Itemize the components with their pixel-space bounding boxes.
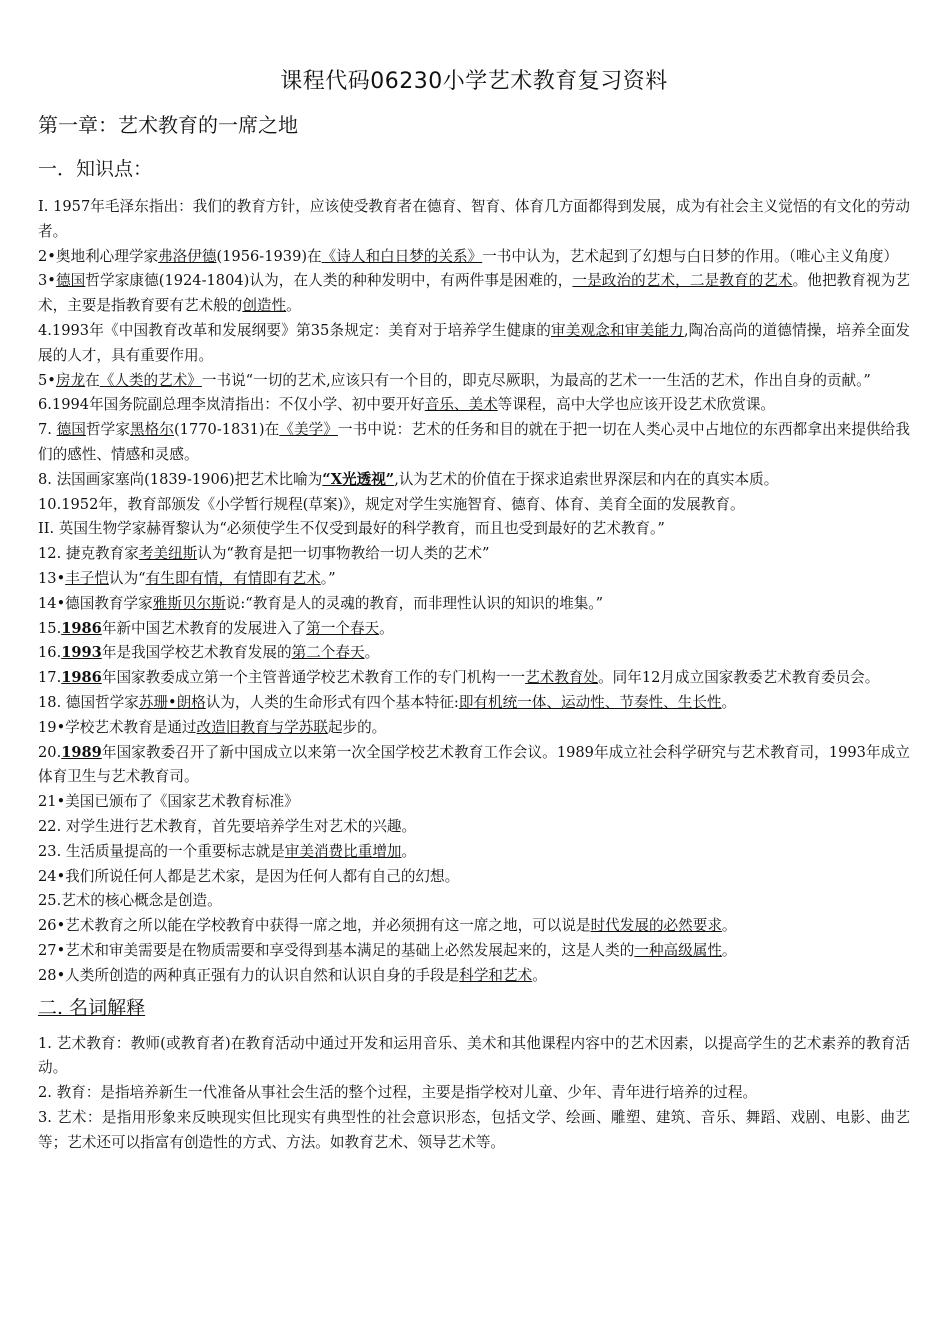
knowledge-item	[38, 517, 910, 542]
underlined-text: 黑格尔	[129, 421, 174, 439]
knowledge-item	[38, 815, 910, 840]
item-text: 认为“	[108, 569, 146, 587]
item-text: 在	[85, 371, 100, 389]
item-text: 。	[721, 941, 737, 959]
item-text: 。他把教育视为艺术，主要是指教育要有艺术般的	[38, 272, 910, 315]
item-text: 27•艺术和审美需要是在物质需要和享受得到基本满足的基础上必然发展起来的，这是人类的	[38, 941, 635, 959]
item-text: 26•艺术教育之所以能在学校教育中获得一席之地，并必须拥有这一席之地，可以说是	[38, 917, 591, 935]
item-text: 。”	[320, 569, 336, 587]
section-heading-knowledge: 一．知识点：	[38, 158, 153, 180]
knowledge-item	[38, 418, 910, 468]
knowledge-item	[38, 914, 910, 939]
knowledge-item	[38, 592, 910, 617]
underlined-text: 一是政治的艺术，二是教育的艺术	[572, 272, 793, 290]
item-text: 23. 生活质量提高的一个重要标志就是	[38, 842, 285, 860]
underlined-text: 1989	[61, 743, 102, 761]
item-text: ,陶冶高尚的道德情操，培养全面发展的人才，具有重要作用。	[38, 321, 911, 364]
item-text: 15.	[38, 619, 62, 637]
underlined-text: 有生即有情，有情即有艺术	[145, 569, 321, 587]
item-text: 28•人类所创造的两种真正强有力的认识自然和认识自身的手段是	[38, 966, 460, 984]
item-text: 3•	[38, 272, 56, 290]
underlined-text: 第一个春天	[306, 619, 380, 637]
underlined-text: 1986	[61, 619, 102, 637]
item-text: 年新中国艺术教育的发展进入了	[101, 619, 307, 637]
item-text: 说:“教育是人的灵魂的教育，而非理性认识的知识的堆集。”	[225, 594, 604, 612]
item-text: 21•美国已颁布了《国家艺术教育标准》	[38, 793, 299, 811]
underlined-text: 房龙	[55, 371, 86, 389]
knowledge-item	[38, 741, 910, 791]
underlined-text: 雅斯贝尔斯	[152, 594, 226, 612]
knowledge-item	[38, 269, 910, 319]
underlined-text: 创造性	[242, 297, 287, 315]
knowledge-item	[38, 716, 910, 741]
item-text: 7.	[38, 421, 57, 439]
knowledge-item	[38, 468, 910, 493]
item-text: ,认为艺术的价值在于探求追索世界深层和内在的真实本质。	[394, 470, 779, 488]
item-text: 起步的。	[327, 718, 387, 736]
knowledge-item	[38, 939, 910, 964]
knowledge-item	[38, 195, 910, 245]
item-text: 25.艺术的核心概念是创造。	[38, 892, 222, 910]
item-text: 20.	[38, 743, 62, 761]
item-text: (1770-1831)在	[173, 421, 280, 439]
item-text: 13•	[38, 569, 66, 587]
section-heading-terms: 二. 名词解释	[38, 996, 146, 1019]
item-text: 24•我们所说任何人都是艺术家，是因为任何人都有自己的幻想。	[38, 867, 460, 885]
term-definition: 1. 艺术教育：教师(或教育者)在教育活动中通过开发和运用音乐、美术和其他课程内容中的艺术因素，以提高学生的艺术素养的教育活动。	[38, 1034, 910, 1077]
item-text: 10.1952年，教育部颁发《小学暂行规程(草案)》，规定对学生实施智育、德育、体育、美育全面的发展教育。	[38, 495, 745, 513]
underlined-text: 弗洛伊德	[158, 247, 217, 265]
underlined-text: 审美消费比重增加	[284, 842, 402, 860]
item-text: 17.	[38, 669, 62, 687]
item-text: 2•奥地利心理学家	[38, 247, 159, 265]
knowledge-item	[38, 245, 910, 270]
item-text: 年国家教委成立第一个主管普通学校艺术教育工作的专门机构一一	[101, 669, 526, 687]
knowledge-item	[38, 691, 910, 716]
knowledge-item	[38, 319, 910, 369]
underlined-text: 德国	[55, 272, 86, 290]
underlined-text: 德国	[56, 421, 86, 439]
underlined-text: 《美学》	[279, 421, 338, 439]
knowledge-item	[38, 393, 910, 418]
term-definition: 3. 艺术：是指用形象来反映现实但比现实有典型性的社会意识形态，包括文学、绘画、雕塑、建筑、音乐、舞蹈、戏剧、电影、曲艺等；艺术还可以指富有创造性的方式、方法。如教育艺术、领导艺术等。	[38, 1108, 910, 1151]
item-text: 一书中认为，艺术起到了幻想与白日梦的作用。（唯心主义角度）	[482, 247, 899, 265]
item-text: 认为“教育是把一切事物教给一切人类的艺术”	[197, 545, 490, 563]
item-text: 年国家教委召开了新中国成立以来第一次全国学校艺术教育工作会议。1989年成立社会科学研究与艺术教育司，1993年成立体育卫生与艺术教育司。	[38, 743, 910, 786]
terms-list	[38, 1032, 910, 1156]
knowledge-item	[38, 889, 910, 914]
item-text: 认为，人类的生命形式有四个基本特征:	[205, 693, 459, 711]
item-text: 一书说“一切的艺术,应该只有一个目的，即克尽厥职，为最高的艺术一一生活的艺术，作出自身的贡献。”	[201, 371, 871, 389]
item-text: II. 英国生物学家赫胥黎认为“必须使学生不仅受到最好的科学教育，而且也受到最好的艺术教育。”	[38, 520, 665, 538]
term-definition: 2. 教育：是指培养新生一代准备从事社会生活的整个过程，主要是指学校对儿童、少年、青年进行培养的过程。	[38, 1084, 758, 1102]
underlined-text: 审美观念和审美能力	[550, 321, 684, 339]
item-text: 4.1993年《中国教育改革和发展纲要》第35条规定：美育对于培养学生健康的	[38, 321, 551, 339]
item-text: 。	[721, 917, 737, 935]
knowledge-item	[38, 617, 910, 642]
underlined-text: 考美纽斯	[138, 545, 198, 563]
item-text: 年是我国学校艺术教育发展的	[101, 644, 292, 662]
underlined-text: 科学和艺术	[459, 966, 533, 984]
underlined-text: 艺术教育处	[525, 669, 599, 687]
item-text: 等课程，高中大学也应该开设艺术欣赏课。	[497, 396, 776, 414]
item-text: 一书中说：艺术的任务和目的就在于把一切在人类心灵中占地位的东西都拿出来提供给我们的感性、情感和灵感。	[38, 421, 910, 463]
item-text: 19•学校艺术教育是通过	[38, 718, 197, 736]
underlined-text: 苏珊•朗格	[138, 693, 206, 711]
underlined-text: 时代发展的必然要求	[590, 917, 722, 935]
item-text: 哲学家康德(1924-1804)认为，在人类的种种发明中，有两件事是困难的，	[85, 272, 573, 290]
item-text: 。	[379, 619, 394, 637]
underlined-text: 丰子恺	[65, 569, 109, 587]
knowledge-item	[38, 641, 910, 666]
item-text: 14•德国教育学家	[38, 594, 153, 612]
underlined-text: 一种高级属性	[634, 941, 722, 959]
item-text: 。	[364, 644, 380, 662]
chapter-heading: 第一章：艺术教育的一席之地	[38, 113, 298, 137]
knowledge-item	[38, 542, 910, 567]
underlined-text: 即有机统一体、运动性、节奏性、生长性	[458, 693, 722, 711]
item-text: 18. 德国哲学家	[38, 693, 139, 711]
knowledge-item	[38, 865, 910, 890]
underlined-text: 1986	[61, 669, 102, 687]
underlined-text: 改造旧教育与学苏联	[196, 718, 328, 736]
knowledge-item	[38, 666, 910, 691]
knowledge-item	[38, 493, 910, 518]
item-text: 。	[401, 842, 417, 860]
item-text: 16.	[38, 644, 62, 662]
knowledge-item	[38, 790, 910, 815]
underlined-text: “X光透视”	[322, 470, 395, 488]
document-page	[38, 64, 910, 1155]
underlined-text: 1993	[61, 644, 102, 662]
item-text: 5•	[38, 371, 56, 389]
knowledge-item	[38, 369, 910, 394]
item-text: 。同年12月成立国家教委艺术教育委员会。	[598, 669, 880, 687]
knowledge-item	[38, 840, 910, 865]
item-text: 哲学家	[85, 421, 130, 439]
knowledge-list	[38, 195, 910, 989]
document-title: 课程代码06230小学艺术教育复习资料	[280, 69, 668, 94]
item-text: I. 1957年毛泽东指出：我们的教育方针，应该使受教育者在德育、智育、体育几方面都得到发展，成为有社会主义觉悟的有文化的劳动者。	[38, 198, 910, 240]
underlined-text: 音乐、美术	[424, 396, 498, 414]
item-text: 。	[721, 693, 737, 711]
underlined-text: 《人类的艺术》	[99, 371, 202, 389]
knowledge-item	[38, 567, 910, 592]
item-text: 。	[532, 966, 547, 984]
underlined-text: 《诗人和白日梦的关系》	[321, 247, 483, 265]
underlined-text: 第二个春天	[291, 644, 365, 662]
item-text: 12. 捷克教育家	[38, 545, 139, 563]
item-text: (1956-1939)在	[216, 247, 322, 265]
knowledge-item	[38, 964, 910, 989]
item-text: 8. 法国画家塞尚(1839-1906)把艺术比喻为	[38, 470, 323, 488]
item-text: 6.1994年国务院副总理李岚清指出：不仅小学、初中要开好	[38, 396, 425, 414]
item-text: 22. 对学生进行艺术教育，首先要培养学生对艺术的兴趣。	[38, 817, 417, 835]
item-text: 。	[286, 297, 301, 315]
